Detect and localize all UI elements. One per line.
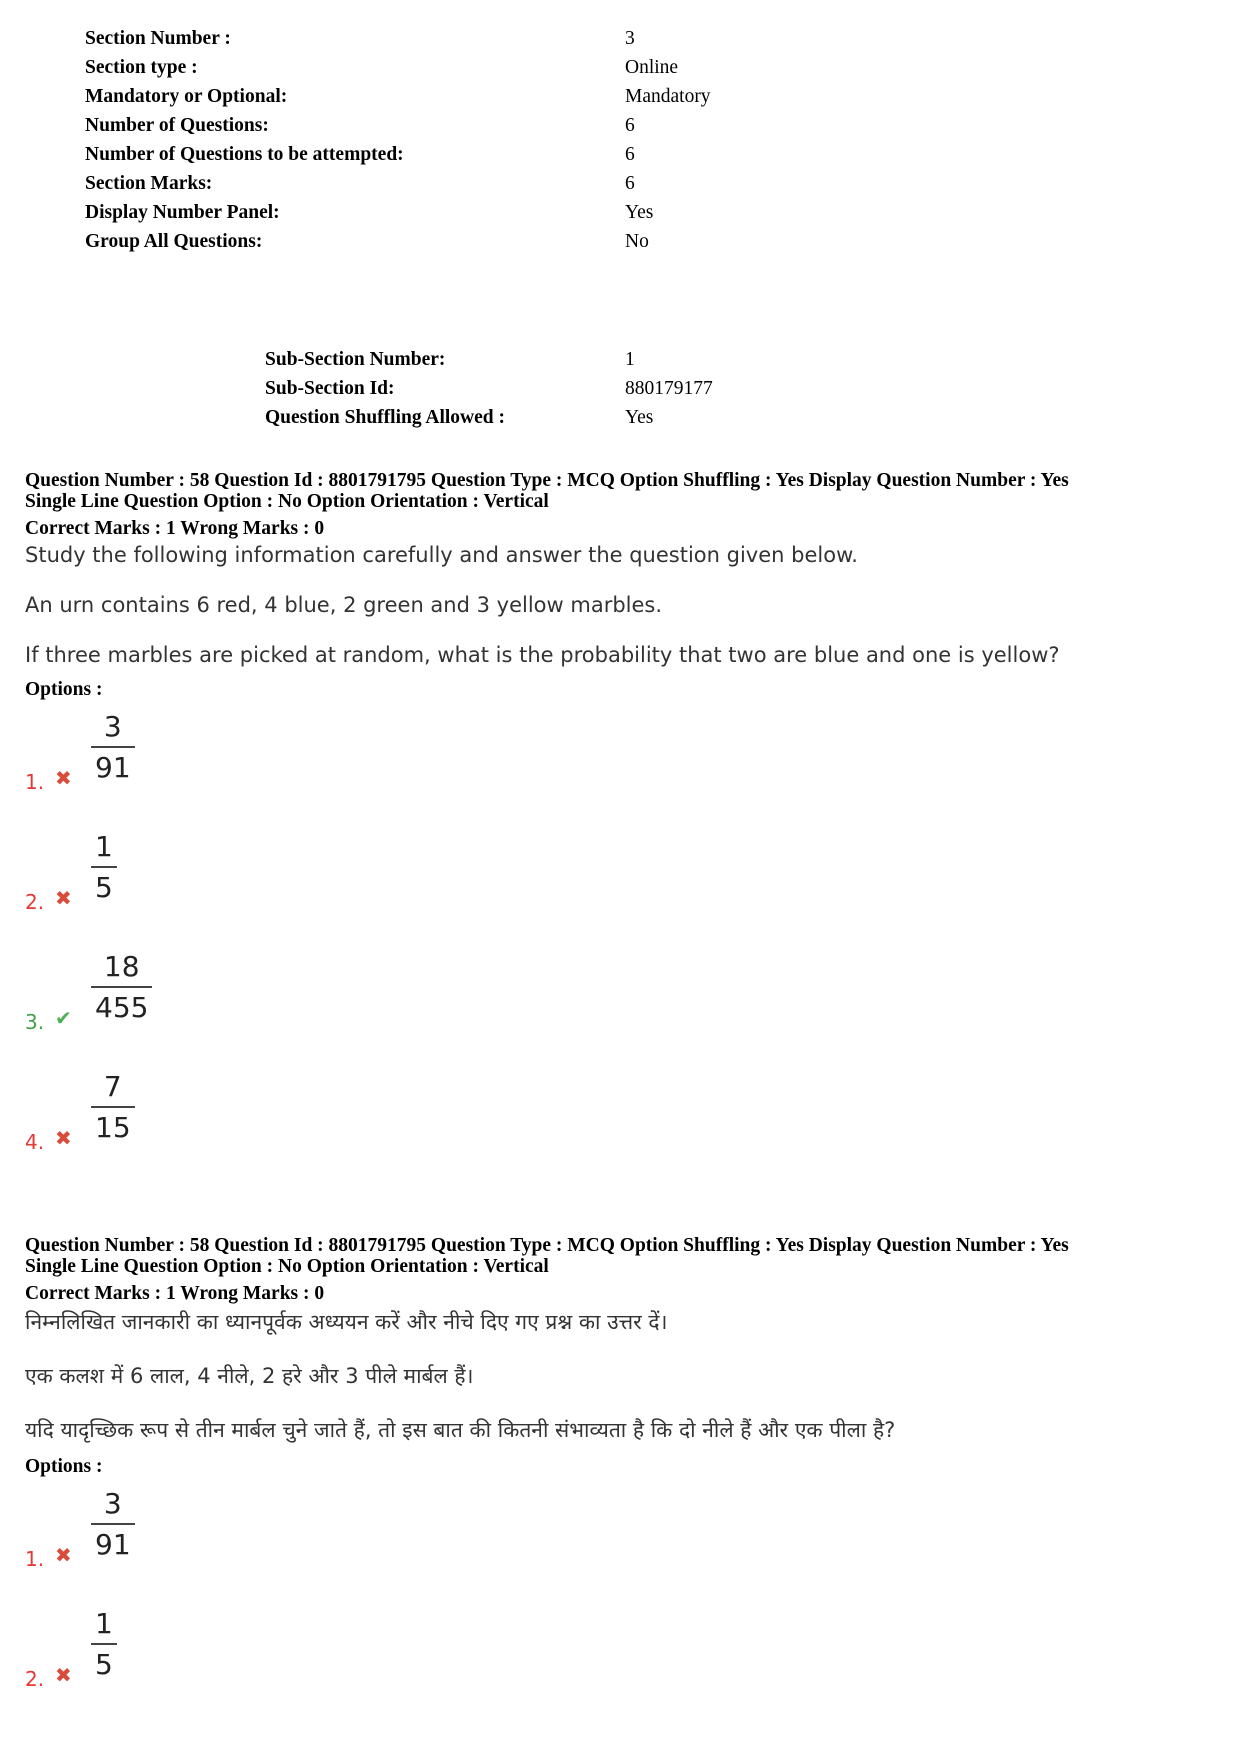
options-label: Options : bbox=[25, 679, 103, 700]
check-icon: ✔ bbox=[55, 1006, 72, 1030]
question-hindi bbox=[25, 1235, 1225, 1725]
option-number: 1. bbox=[25, 1547, 45, 1571]
wrong-icon: ✖ bbox=[55, 886, 72, 910]
question-text-line: Study the following information carefully and answer the question given below. bbox=[25, 543, 858, 567]
section-type-label: Section type : bbox=[85, 57, 198, 78]
option-1[interactable] bbox=[25, 708, 1225, 828]
option-fraction bbox=[91, 948, 152, 1028]
question-english bbox=[25, 470, 1225, 1188]
option-fraction bbox=[91, 1605, 117, 1685]
denominator: 91 bbox=[95, 1528, 131, 1561]
section-marks-value: 6 bbox=[625, 173, 635, 194]
question-meta-line2: Single Line Question Option : No Option Orientation : Vertical bbox=[25, 491, 549, 512]
wrong-icon: ✖ bbox=[55, 1543, 72, 1567]
option-2[interactable] bbox=[25, 1605, 1225, 1725]
shuffling-value: Yes bbox=[625, 407, 654, 428]
group-all-label: Group All Questions: bbox=[85, 231, 263, 252]
question-text-line: यदि यादृच्छिक रूप से तीन मार्बल चुने जाते हैं, तो इस बात की कितनी संभाव्यता है कि दो नीले हैं और एक पीला है? bbox=[25, 1418, 896, 1442]
option-fraction bbox=[91, 708, 135, 788]
num-attempt-value: 6 bbox=[625, 144, 635, 165]
subsection-info bbox=[265, 345, 865, 432]
numerator: 3 bbox=[103, 1487, 122, 1520]
section-marks-label: Section Marks: bbox=[85, 173, 213, 194]
subsection-id-value: 880179177 bbox=[625, 378, 713, 399]
display-panel-label: Display Number Panel: bbox=[85, 202, 280, 223]
numerator: 1 bbox=[95, 830, 113, 863]
mandatory-label: Mandatory or Optional: bbox=[85, 86, 288, 107]
num-questions-label: Number of Questions: bbox=[85, 115, 269, 136]
subsection-number-label: Sub-Section Number: bbox=[265, 349, 446, 370]
wrong-icon: ✖ bbox=[55, 1126, 72, 1150]
denominator: 5 bbox=[95, 1648, 113, 1681]
question-text-line: If three marbles are picked at random, what is the probability that two are blue and one is yellow? bbox=[25, 643, 1060, 667]
option-3[interactable] bbox=[25, 948, 1225, 1068]
subsection-number-value: 1 bbox=[625, 349, 635, 370]
section-info bbox=[85, 24, 785, 256]
option-fraction bbox=[91, 1068, 135, 1148]
shuffling-label: Question Shuffling Allowed : bbox=[265, 407, 506, 428]
numerator: 1 bbox=[95, 1607, 113, 1640]
group-all-value: No bbox=[625, 231, 649, 252]
num-attempt-label: Number of Questions to be attempted: bbox=[85, 144, 404, 165]
section-number-value: 3 bbox=[625, 28, 635, 49]
option-fraction bbox=[91, 1485, 135, 1565]
option-number: 3. bbox=[25, 1010, 45, 1034]
denominator: 15 bbox=[95, 1111, 131, 1144]
question-text-line: निम्नलिखित जानकारी का ध्यानपूर्वक अध्ययन करें और नीचे दिए गए प्रश्न का उत्तर दें। bbox=[25, 1310, 668, 1334]
question-marks: Correct Marks : 1 Wrong Marks : 0 bbox=[25, 1283, 325, 1304]
numerator: 3 bbox=[103, 710, 122, 743]
options-label: Options : bbox=[25, 1456, 103, 1477]
mandatory-value: Mandatory bbox=[625, 86, 711, 107]
display-panel-value: Yes bbox=[625, 202, 654, 223]
option-4[interactable] bbox=[25, 1068, 1225, 1188]
question-text-line: एक कलश में 6 लाल, 4 नीले, 2 हरे और 3 पीले मार्बल हैं। bbox=[25, 1364, 474, 1388]
question-meta-line1: Question Number : 58 Question Id : 8801791795 Question Type : MCQ Option Shuffling : Yes Display Question Number : Yes bbox=[25, 1235, 1069, 1256]
option-number: 2. bbox=[25, 1667, 45, 1691]
numerator: 7 bbox=[103, 1070, 122, 1103]
wrong-icon: ✖ bbox=[55, 1663, 72, 1687]
option-number: 2. bbox=[25, 890, 45, 914]
option-number: 1. bbox=[25, 770, 45, 794]
section-type-value: Online bbox=[625, 57, 679, 78]
question-meta-line1: Question Number : 58 Question Id : 8801791795 Question Type : MCQ Option Shuffling : Yes Display Question Number : Yes bbox=[25, 470, 1069, 491]
wrong-icon: ✖ bbox=[55, 766, 72, 790]
section-number-label: Section Number : bbox=[85, 28, 231, 49]
question-meta-line2: Single Line Question Option : No Option Orientation : Vertical bbox=[25, 1256, 549, 1277]
denominator: 91 bbox=[95, 751, 131, 784]
question-marks: Correct Marks : 1 Wrong Marks : 0 bbox=[25, 518, 325, 539]
option-number: 4. bbox=[25, 1130, 45, 1154]
option-1[interactable] bbox=[25, 1485, 1225, 1605]
denominator: 455 bbox=[95, 991, 149, 1024]
question-text-line: An urn contains 6 red, 4 blue, 2 green and 3 yellow marbles. bbox=[25, 593, 663, 617]
numerator: 18 bbox=[103, 950, 140, 983]
num-questions-value: 6 bbox=[625, 115, 635, 136]
subsection-id-label: Sub-Section Id: bbox=[265, 378, 395, 399]
option-2[interactable] bbox=[25, 828, 1225, 948]
option-fraction bbox=[91, 828, 117, 908]
denominator: 5 bbox=[95, 871, 113, 904]
